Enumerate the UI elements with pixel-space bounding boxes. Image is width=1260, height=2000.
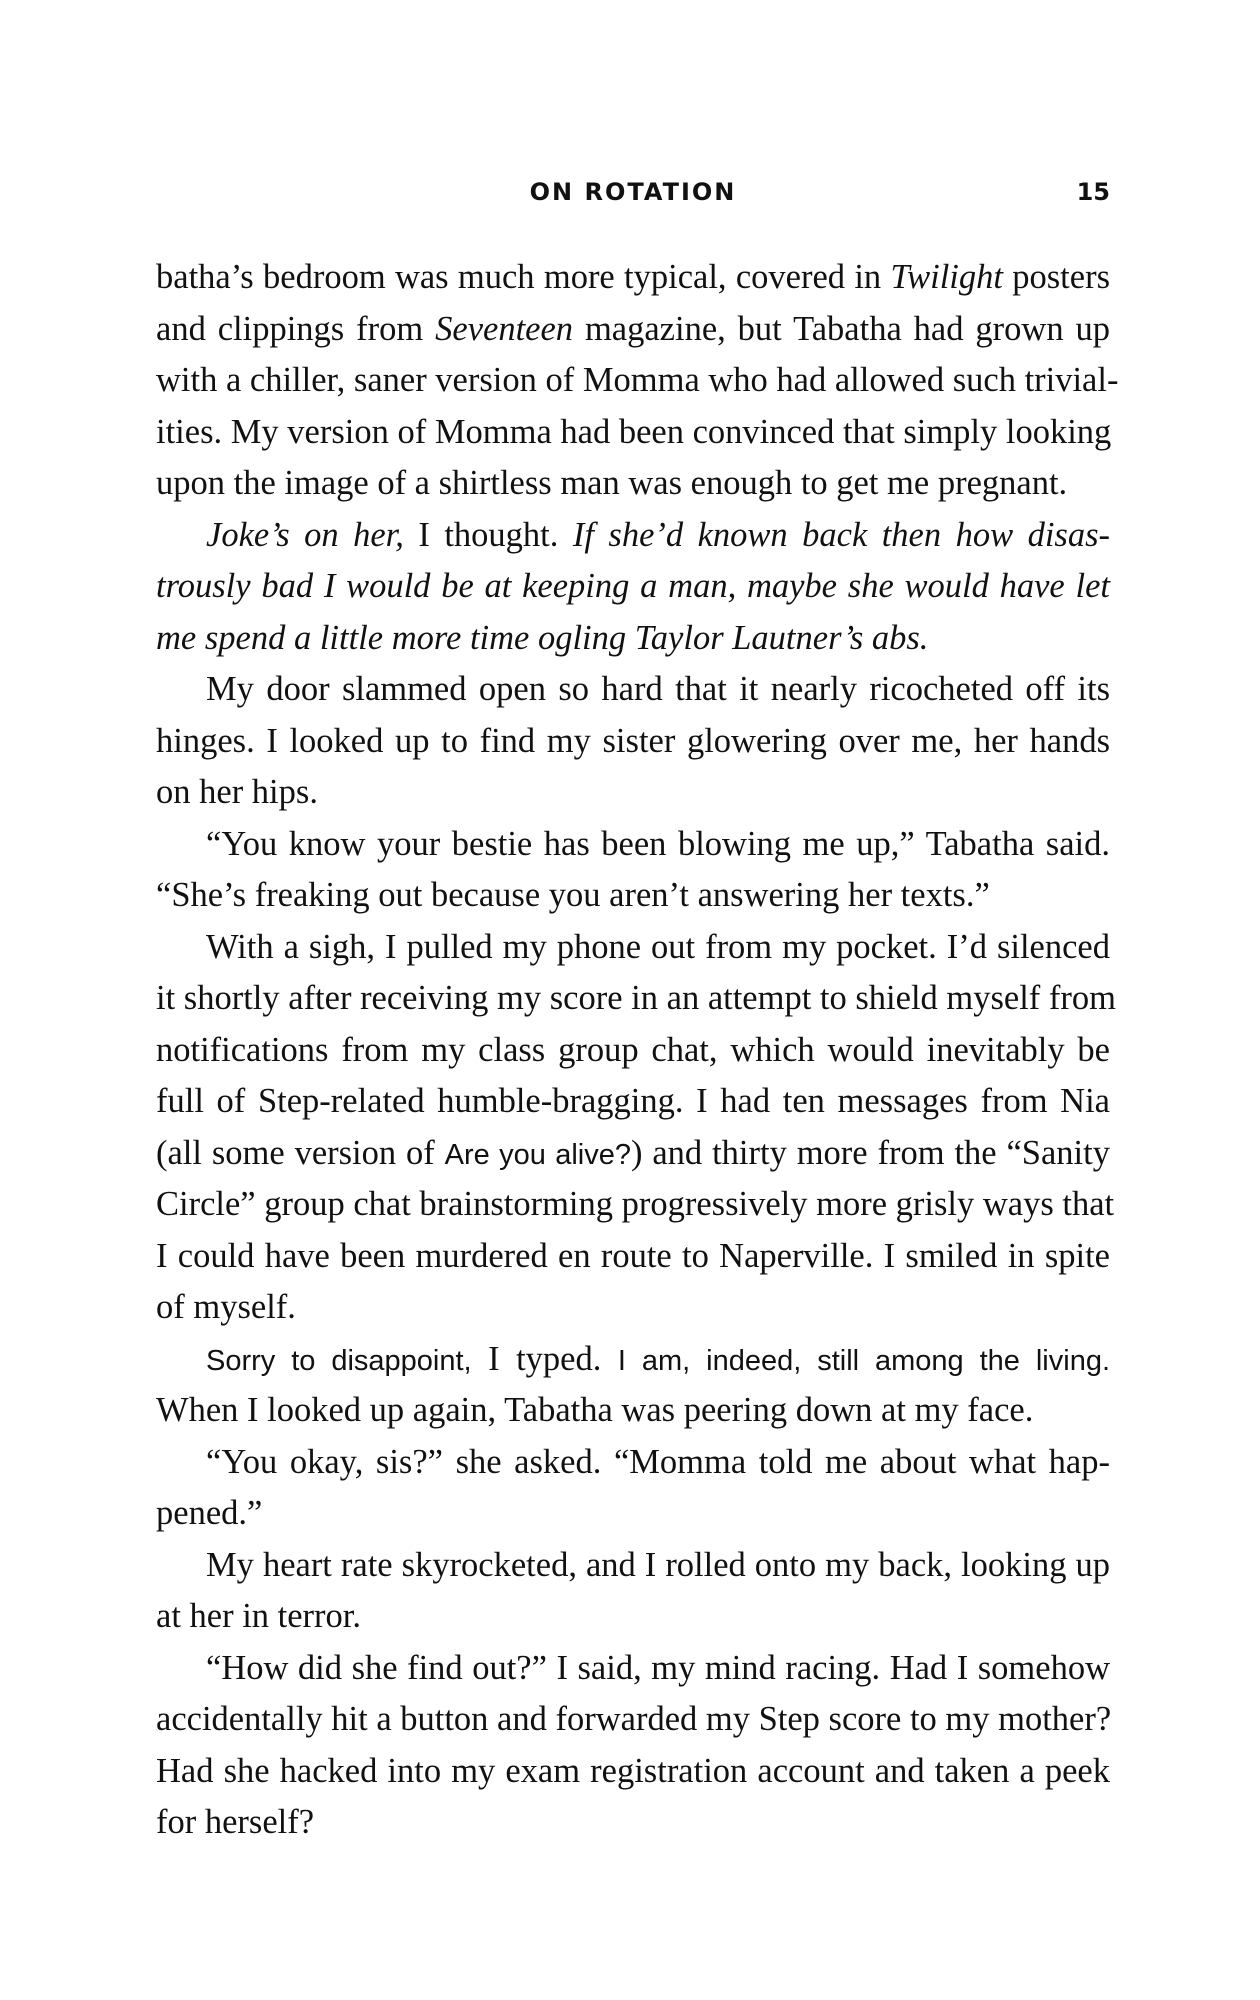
book-page [156,0,1119,2000]
text-line: accidentally hit a button and forwarded my Step score to my mother? [156,1700,1112,1738]
text-line: and clippings from Seventeen magazine, but Tabatha had grown up [156,309,1110,348]
text-line: for herself? [156,1803,315,1841]
text-line: “You know your bestie has been blowing me up,” Tabatha said. [206,824,1110,863]
text-line: “She’s freaking out because you aren’t answering her texts.” [156,876,990,914]
text-line: hinges. I looked up to find my sister glowering over me, her hands [156,721,1110,760]
text-line: My heart rate skyrocketed, and I rolled onto my back, looking up [206,1545,1110,1584]
text-line: “You okay, sis?” she asked. “Momma told me about what hap- [206,1442,1110,1481]
text-line: With a sigh, I pulled my phone out from my pocket. I’d silenced [206,927,1110,966]
text-line: notifications from my class group chat, which would inevitably be [156,1030,1110,1069]
text-line: upon the image of a shirtless man was enough to get me pregnant. [156,464,1068,502]
text-line: pened.” [156,1494,263,1532]
text-line: Joke’s on her, I thought. If she’d known back then how disas- [206,515,1110,554]
page-number: 15 [1076,178,1110,206]
text-line: Circle” group chat brainstorming progressively more grisly ways that [156,1185,1115,1223]
text-line: full of Step-related humble-bragging. I had ten messages from Nia [156,1082,1110,1120]
body-text [156,252,1119,1849]
text-line: “How did she find out?” I said, my mind racing. Had I somehow [206,1648,1110,1687]
text-line: it shortly after receiving my score in an attempt to shield myself from [156,979,1116,1017]
text-line: My door slammed open so hard that it nearly ricocheted off its [206,670,1110,708]
text-line: ities. My version of Momma had been convinced that simply looking [156,412,1112,451]
text-line: trously bad I would be at keeping a man, maybe she would have let [156,567,1110,605]
text-line: When I looked up again, Tabatha was peering down at my face. [156,1391,1034,1429]
text-line: at her in terror. [156,1597,361,1635]
text-line: Had she hacked into my exam registration account and taken a peek [156,1751,1110,1790]
text-line: me spend a little more time ogling Taylor Lautner’s abs. [156,618,929,657]
text-line: (all some version of Are you alive?) and thirty more from the “Sanity [156,1133,1110,1172]
running-head [156,178,1110,210]
text-line: with a chiller, saner version of Momma who had allowed such trivial- [156,361,1119,399]
text-line: on her hips. [156,773,318,811]
text-line: Sorry to disappoint, I typed. I am, indeed, still among the living. [206,1339,1111,1378]
text-line: of myself. [156,1288,296,1326]
text-line: I could have been murdered en route to Naperville. I smiled in spite [156,1236,1110,1275]
running-title: ON ROTATION [529,178,737,206]
text-line: batha’s bedroom was much more typical, covered in Twilight posters [156,258,1110,296]
